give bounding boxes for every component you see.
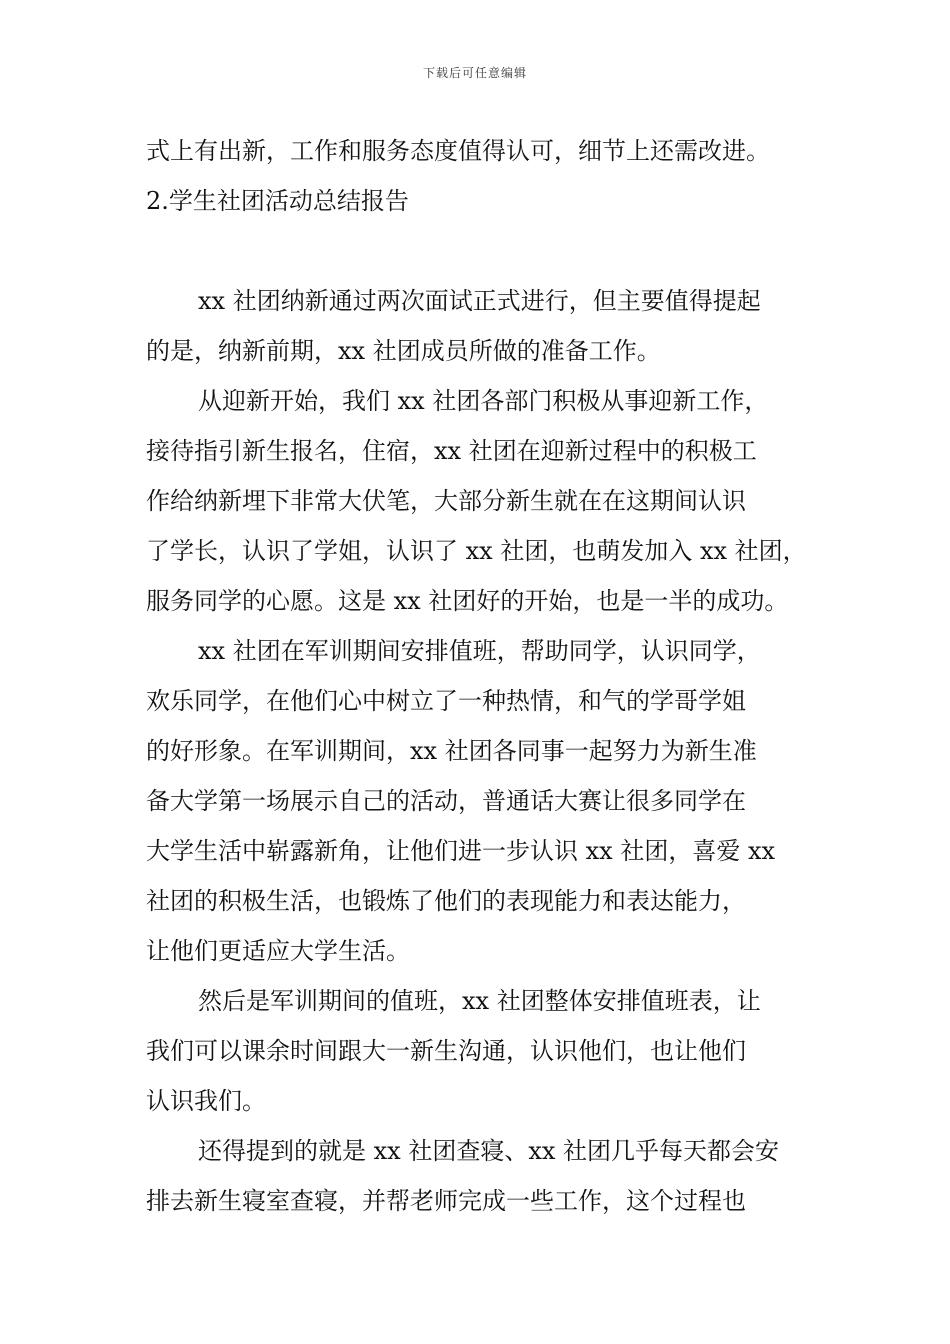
paragraph-first-line: 还得提到的就是 xx 社团查寝、xx 社团几乎每天都会安 (198, 1137, 780, 1165)
paragraph-first-line: xx 社团纳新通过两次面试正式进行，但主要值得提起 (198, 287, 761, 315)
blank-line (146, 226, 822, 276)
text-line: 让他们更适应大学生活。 (146, 937, 410, 965)
text-line: 我们可以课余时间跟大一新生沟通，认识他们，也让他们 (146, 1037, 746, 1065)
section-heading: 2.学生社团活动总结报告 (146, 187, 409, 215)
text-line: 接待指引新生报名，住宿，xx 社团在迎新过程中的积极工 (146, 437, 757, 465)
text-line: 社团的积极生活，也锻炼了他们的表现能力和表达能力， (146, 887, 746, 915)
paragraph-first-line: 从迎新开始，我们 xx 社团各部门积极从事迎新工作， (198, 387, 769, 415)
text-line: 作给纳新埋下非常大伏笔，大部分新生就在在这期间认识 (146, 487, 746, 515)
text-line: 的是，纳新前期，xx 社团成员所做的准备工作。 (146, 337, 661, 365)
text-line: 大学生活中崭露新角，让他们进一步认识 xx 社团，喜爱 xx (146, 837, 776, 865)
text-line: 式上有出新，工作和服务态度值得认可，细节上还需改进。 (146, 137, 770, 165)
text-line: 认识我们。 (146, 1087, 266, 1115)
paragraph-first-line: xx 社团在军训期间安排值班，帮助同学，认识同学， (198, 637, 761, 665)
text-line: 排去新生寝室查寝，并帮老师完成一些工作，这个过程也 (146, 1187, 746, 1215)
header-note: 下载后可任意编辑 (422, 66, 527, 80)
document-body (146, 126, 822, 1226)
text-line: 了学长，认识了学姐，认识了 xx 社团，也萌发加入 xx 社团， (146, 537, 807, 565)
text-line: 备大学第一场展示自己的活动，普通话大赛让很多同学在 (146, 787, 746, 815)
text-line: 欢乐同学，在他们心中树立了一种热情，和气的学哥学姐 (146, 687, 746, 715)
text-line: 的好形象。在军训期间，xx 社团各同事一起努力为新生准 (146, 737, 757, 765)
paragraph-first-line: 然后是军训期间的值班，xx 社团整体安排值班表，让 (198, 987, 761, 1015)
text-line: 服务同学的心愿。这是 xx 社团好的开始，也是一半的成功。 (146, 587, 789, 615)
